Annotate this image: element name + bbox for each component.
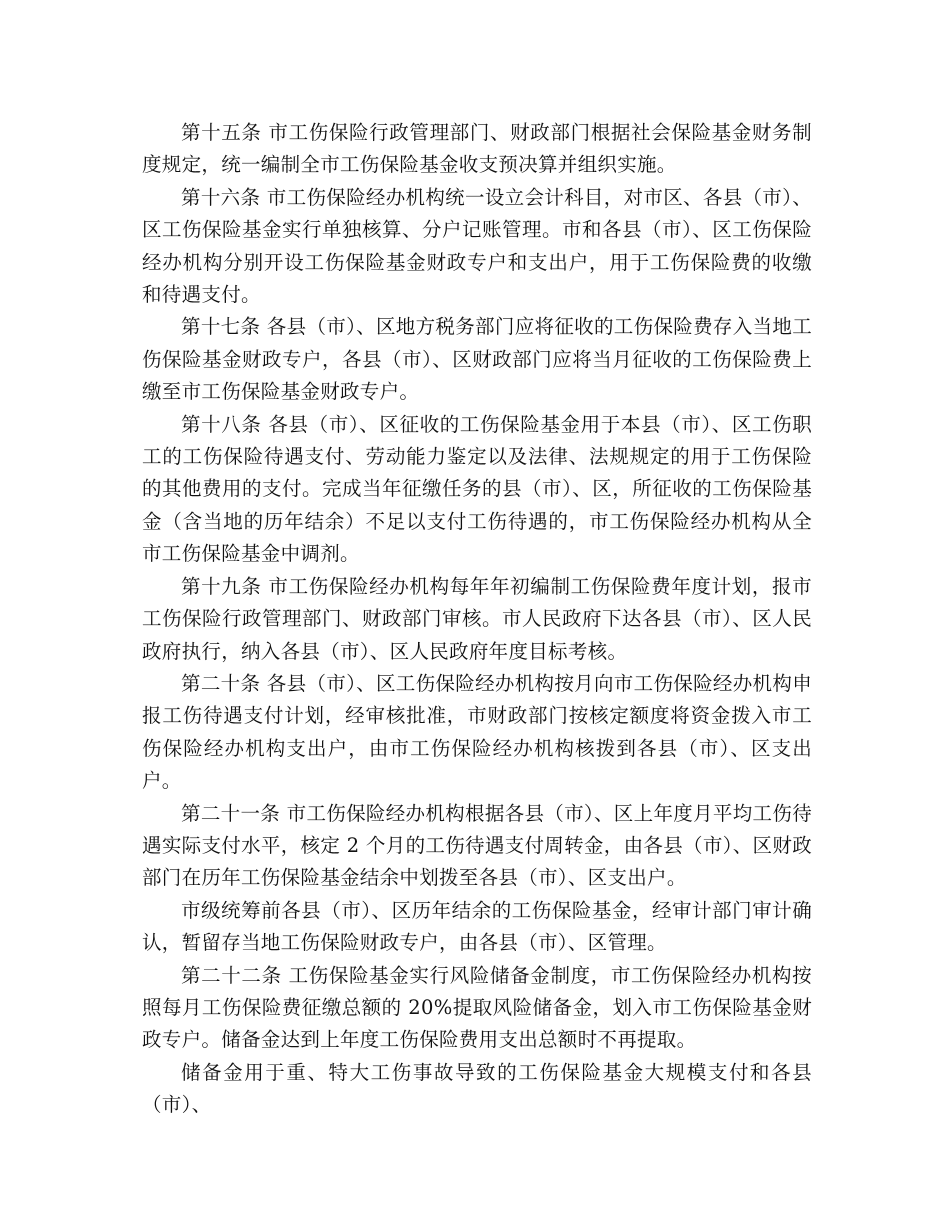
reserve-fund-usage-paragraph: 储备金用于重、特大工伤事故导致的工伤保险基金大规模支付和各县（市）、 [142,1060,812,1117]
article-19-paragraph: 第十九条 市工伤保险经办机构每年年初编制工伤保险费年度计划，报市工伤保险行政管理部门、财政部门审核。市人民政府下达各县（市）、区人民政府执行，纳入各县（市）、区人民政府年度目标考核。 [142,574,812,663]
article-20-paragraph: 第二十条 各县（市）、区工伤保险经办机构按月向市工伤保险经办机构申报工伤待遇支付计划，经审核批准，市财政部门按核定额度将资金拨入市工伤保险经办机构支出户，由市工伤保险经办机构核拨到各县（市）、区支出户。 [142,671,812,793]
article-18-paragraph: 第十八条 各县（市）、区征收的工伤保险基金用于本县（市）、区工伤职工的工伤保险待遇支付、劳动能力鉴定以及法律、法规规定的用于工伤保险的其他费用的支付。完成当年征缴任务的县（市）、区，所征收的工伤保险基金（含当地的历年结余）不足以支付工伤待遇的，市工伤保险经办机构从全市工伤保险基金中调剂。 [142,412,812,566]
document-body [142,117,812,1122]
article-16-paragraph: 第十六条 市工伤保险经办机构统一设立会计科目，对市区、各县（市）、区工伤保险基金实行单独核算、分户记账管理。市和各县（市）、区工伤保险经办机构分别开设工伤保险基金财政专户和支出户，用于工伤保险费的收缴和待遇支付。 [142,185,812,307]
article-15-paragraph: 第十五条 市工伤保险行政管理部门、财政部门根据社会保险基金财务制度规定，统一编制全市工伤保险基金收支预决算并组织实施。 [142,121,812,177]
article-22-paragraph: 第二十二条 工伤保险基金实行风险储备金制度，市工伤保险经办机构按照每月工伤保险费征缴总额的 20%提取风险储备金，划入市工伤保险基金财政专户。储备金达到上年度工伤保险费用支出总额时不再提取。 [142,963,812,1052]
article-17-paragraph: 第十七条 各县（市）、区地方税务部门应将征收的工伤保险费存入当地工伤保险基金财政专户，各县（市）、区财政部门应将当月征收的工伤保险费上缴至市工伤保险基金财政专户。 [142,315,812,404]
article-21-paragraph: 第二十一条 市工伤保险经办机构根据各县（市）、区上年度月平均工伤待遇实际支付水平，核定 2 个月的工伤待遇支付周转金，由各县（市）、区财政部门在历年工伤保险基金结余中划拨至各县（市）、区支出户。 [142,801,812,890]
pre-consolidation-balance-paragraph: 市级统筹前各县（市）、区历年结余的工伤保险基金，经审计部门审计确认，暂留存当地工伤保险财政专户，由各县（市）、区管理。 [142,898,812,955]
